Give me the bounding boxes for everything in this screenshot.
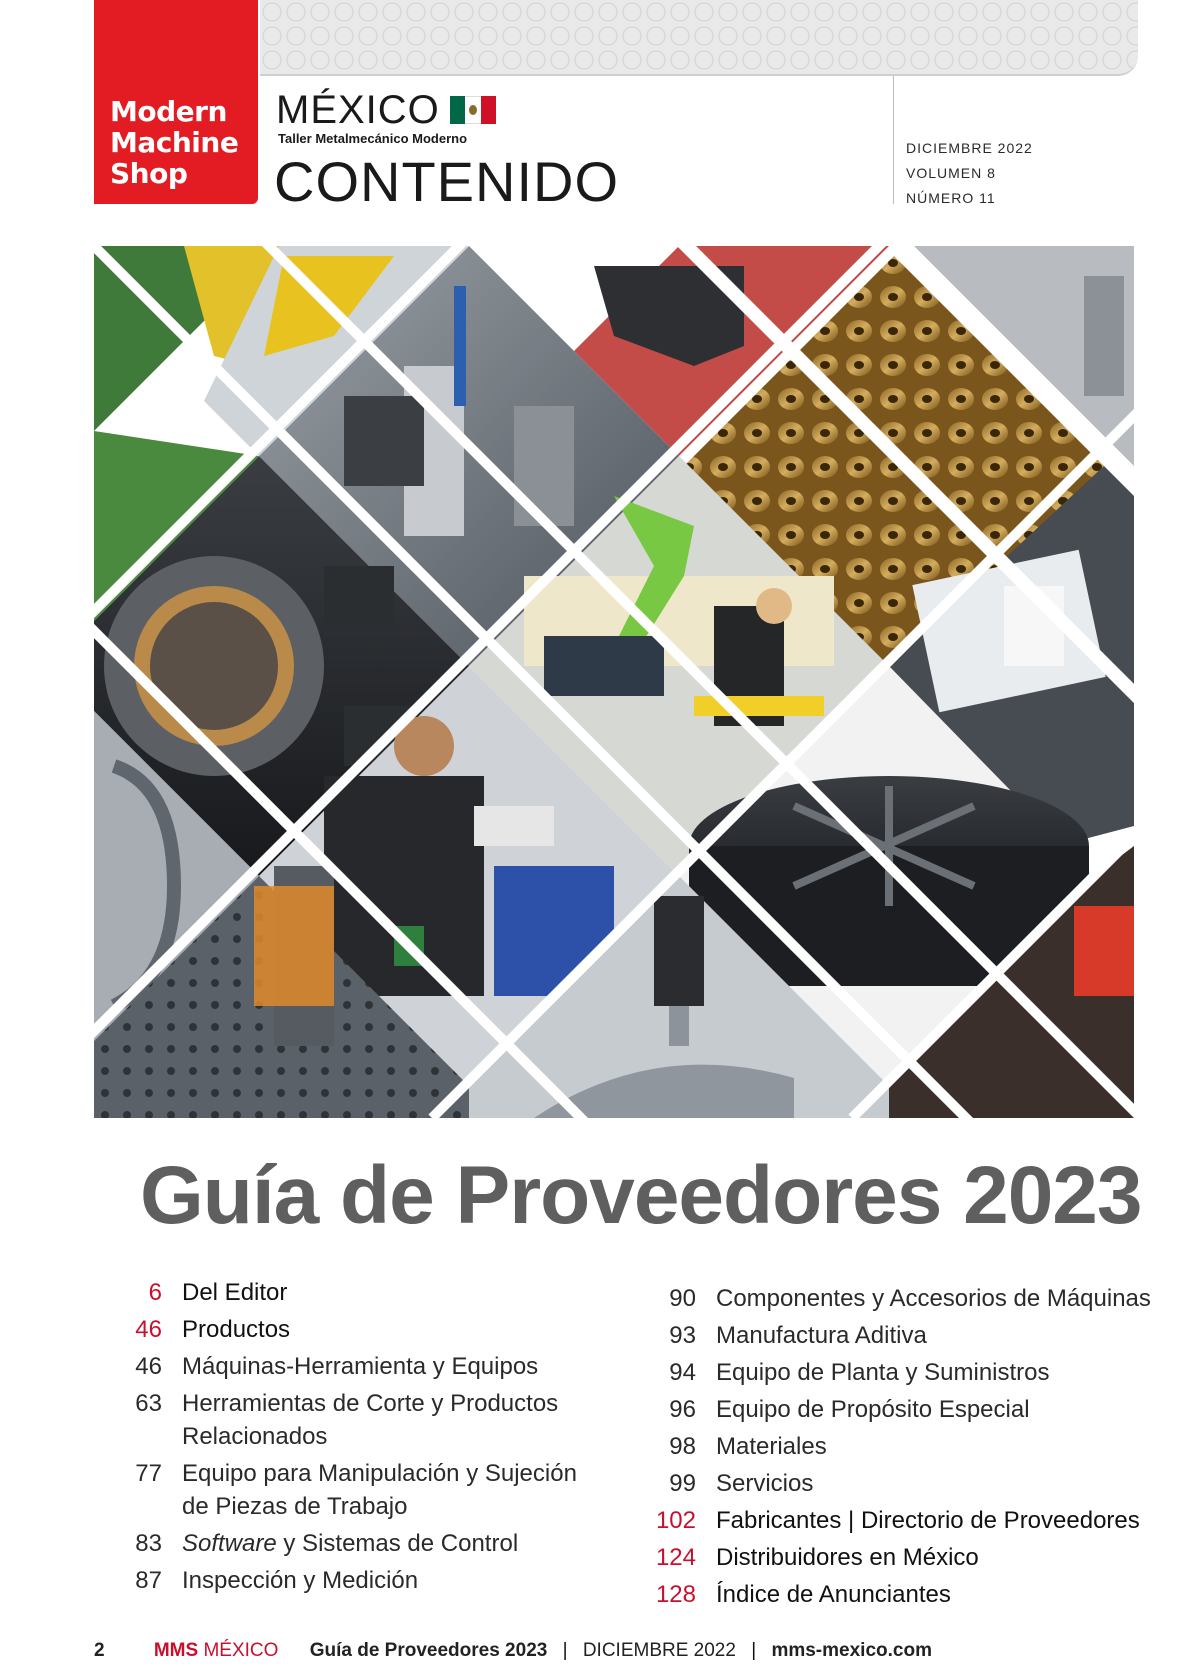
issue-info: [906, 136, 1033, 211]
toc-page-number: 99: [669, 1470, 696, 1497]
page-footer: [94, 1640, 932, 1662]
toc-title: Componentes y Accesorios de Máquinas: [716, 1285, 1151, 1312]
toc-title: Materiales: [716, 1433, 827, 1460]
toc-title: Distribuidores en México: [716, 1544, 979, 1571]
mms-logo[interactable]: [94, 0, 258, 204]
logo-line-1: Modern: [110, 95, 227, 128]
toc-item[interactable]: [120, 1350, 590, 1383]
toc-item[interactable]: [640, 1356, 1180, 1389]
toc-page-number: 98: [669, 1433, 696, 1460]
toc-title: Herramientas de Corte y Productos Relacionados: [182, 1390, 559, 1450]
toc-item[interactable]: [640, 1467, 1180, 1500]
toc-item[interactable]: [120, 1276, 590, 1309]
header-pattern-bar: [260, 0, 1138, 76]
footer-brand-rest: MÉXICO: [198, 1640, 279, 1661]
toc-title: Del Editor: [182, 1279, 288, 1306]
section-title: CONTENIDO: [274, 150, 619, 213]
toc-page-number: 90: [669, 1285, 696, 1312]
toc-page-number: 6: [148, 1279, 162, 1306]
toc-item[interactable]: [120, 1564, 590, 1597]
issue-date: DICIEMBRE 2022: [906, 140, 1033, 156]
toc-item[interactable]: [640, 1541, 1180, 1574]
toc-title: Máquinas-Herramienta y Equipos: [182, 1353, 539, 1380]
toc-page-number: 83: [135, 1530, 162, 1557]
toc-left-column: [120, 1276, 590, 1601]
issue-volume: VOLUMEN 8: [906, 165, 996, 181]
issue-number: NÚMERO 11: [906, 190, 996, 206]
footer-guide-title: Guía de Proveedores 2023: [309, 1640, 548, 1661]
toc-page-number: 128: [655, 1581, 696, 1608]
toc-right-column: [640, 1282, 1180, 1615]
toc-page-number: 93: [669, 1322, 696, 1349]
toc-page-number: 124: [655, 1544, 696, 1571]
toc-page-number: 87: [135, 1567, 162, 1594]
toc-item[interactable]: [640, 1319, 1180, 1352]
footer-website-link[interactable]: mms-mexico.com: [771, 1640, 932, 1661]
toc-title: Equipo para Manipulación y Sujeción de Piezas de Trabajo: [182, 1460, 577, 1520]
toc-item[interactable]: [640, 1430, 1180, 1463]
toc-page-number: 77: [135, 1460, 162, 1487]
toc-item[interactable]: [640, 1393, 1180, 1426]
toc-title: Equipo de Propósito Especial: [716, 1396, 1030, 1423]
toc-page-number: 94: [669, 1359, 696, 1386]
toc-page-number: 63: [135, 1390, 162, 1417]
footer-separator: |: [562, 1640, 568, 1661]
edition-title: MÉXICO: [276, 88, 440, 132]
toc-title: Índice de Anunciantes: [716, 1581, 951, 1608]
toc-title: Equipo de Planta y Suministros: [716, 1359, 1050, 1386]
toc-title-italic: Software: [182, 1530, 277, 1557]
mexico-flag-icon: [450, 96, 496, 124]
toc-title: Manufactura Aditiva: [716, 1322, 927, 1349]
guide-title: Guía de Proveedores 2023: [140, 1150, 1142, 1241]
toc-item[interactable]: [640, 1282, 1180, 1315]
toc-page-number: 46: [135, 1316, 162, 1343]
edition-subtitle: Taller Metalmecánico Moderno: [278, 131, 468, 146]
footer-separator: |: [751, 1640, 757, 1661]
footer-date: DICIEMBRE 2022: [582, 1640, 736, 1661]
cover-photo-collage: [94, 246, 1134, 1118]
logo-line-2: Machine: [110, 126, 239, 159]
toc-title: [182, 1527, 518, 1560]
logo-line-3: Shop: [110, 157, 188, 190]
toc-page-number: 46: [135, 1353, 162, 1380]
toc-item[interactable]: [120, 1387, 590, 1453]
toc-item[interactable]: [640, 1504, 1180, 1537]
toc-title-rest: y Sistemas de Control: [276, 1530, 519, 1557]
footer-page-number: 2: [94, 1640, 105, 1661]
toc-page-number: 96: [669, 1396, 696, 1423]
toc-item[interactable]: [120, 1313, 590, 1346]
toc-title: Inspección y Medición: [182, 1567, 419, 1594]
header-divider: [893, 76, 894, 204]
logo-text: [110, 96, 238, 189]
toc-title: Servicios: [716, 1470, 814, 1497]
toc-page-number: 102: [655, 1507, 696, 1534]
toc-item[interactable]: [120, 1527, 590, 1560]
toc-title: Fabricantes | Directorio de Proveedores: [716, 1507, 1140, 1534]
footer-brand-bold: MMS: [153, 1640, 199, 1661]
toc-item[interactable]: [640, 1578, 1180, 1611]
toc-item[interactable]: [120, 1457, 590, 1523]
toc-title: Productos: [182, 1316, 291, 1343]
